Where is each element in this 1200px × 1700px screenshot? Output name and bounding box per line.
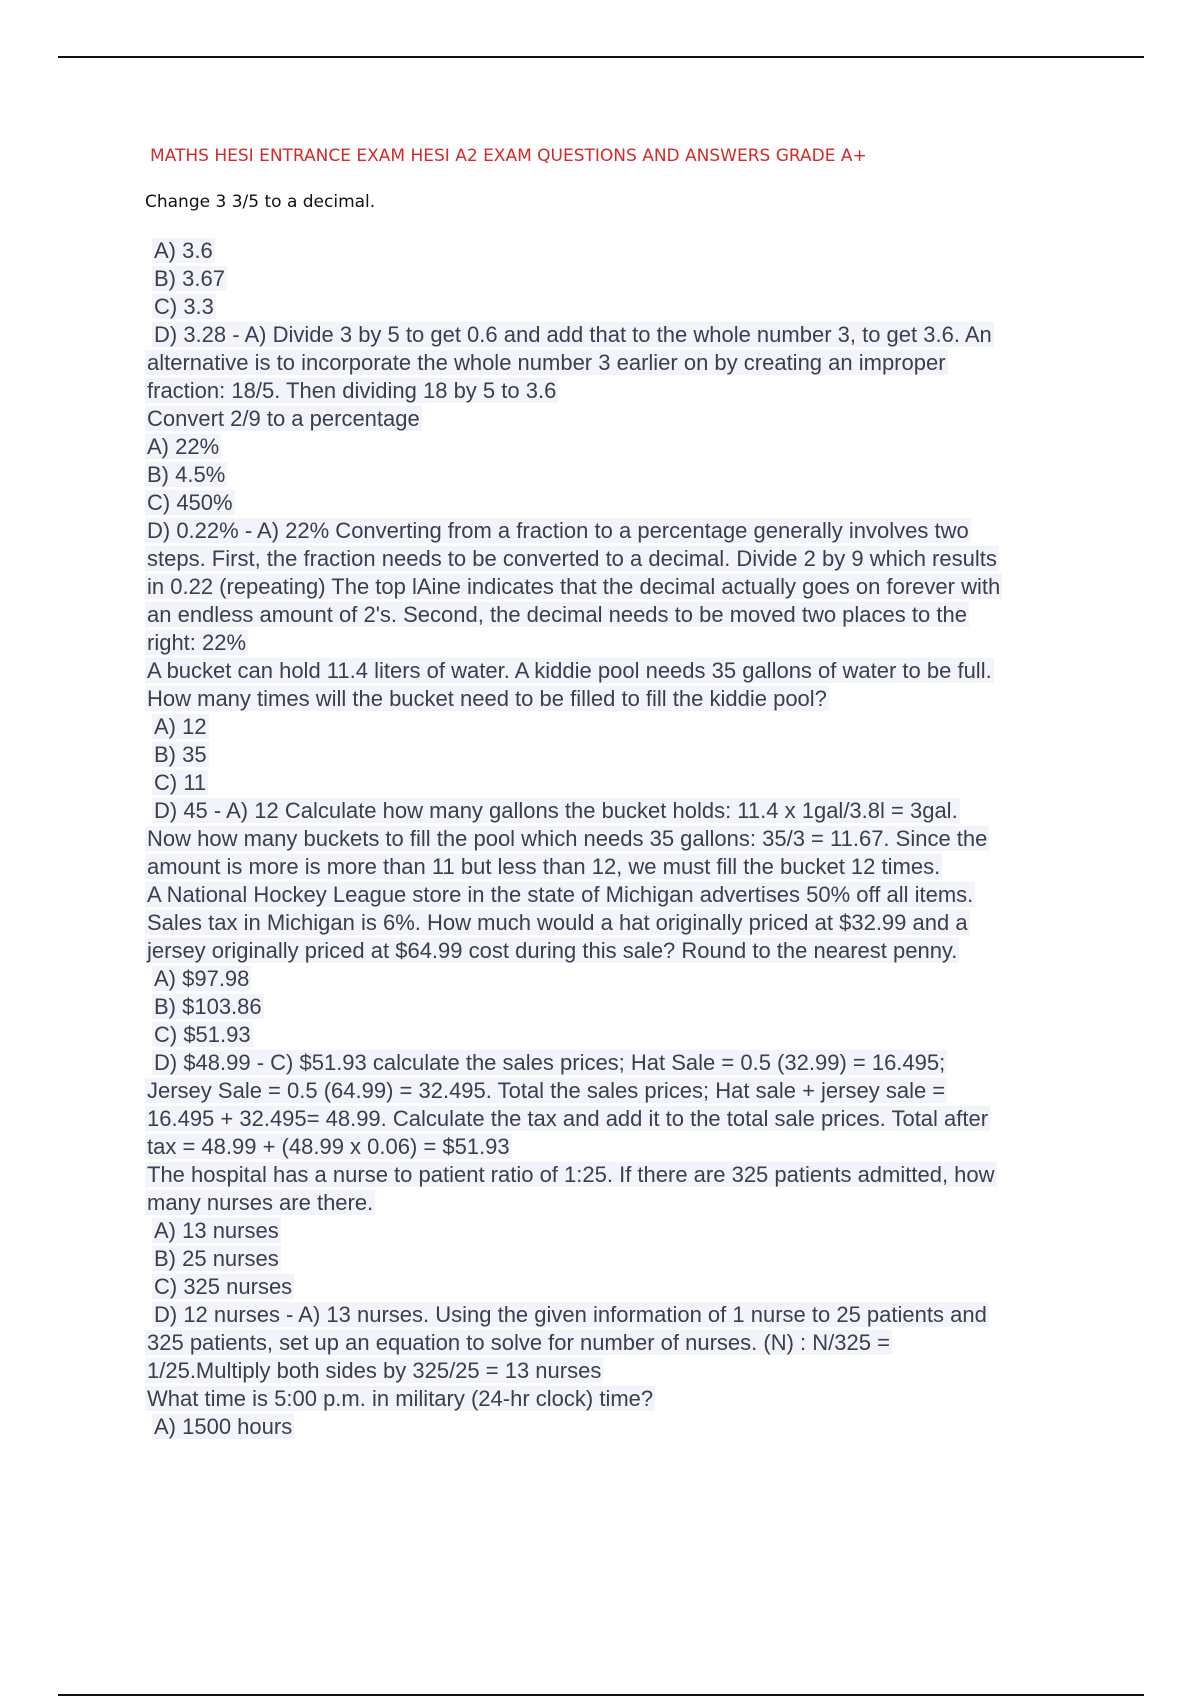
text-line [145, 965, 1090, 993]
text-line [145, 993, 1090, 1021]
text-line-content: many nurses are there. [147, 1190, 374, 1215]
text-line [145, 1413, 1090, 1441]
qa-text-block [145, 237, 1090, 1441]
text-line-content: B) 3.67 [154, 266, 225, 291]
text-line-content: an endless amount of 2's. Second, the decimal needs to be moved two places to the [147, 602, 967, 627]
text-line-content: D) 12 nurses - A) 13 nurses. Using the given information of 1 nurse to 25 patients and [154, 1302, 987, 1327]
text-line-content: D) 3.28 - A) Divide 3 by 5 to get 0.6 and add that to the whole number 3, to get 3.6. An [154, 322, 992, 347]
text-line-content: A) 22% [147, 434, 220, 459]
text-line-content: D) 0.22% - A) 22% Converting from a fraction to a percentage generally involves two [147, 518, 969, 543]
text-line-content: C) 11 [154, 770, 207, 795]
text-line [145, 293, 1090, 321]
text-line [145, 265, 1090, 293]
bottom-divider [58, 1694, 1144, 1696]
text-line-content: A National Hockey League store in the state of Michigan advertises 50% off all items. [147, 882, 974, 907]
text-line [145, 909, 1090, 937]
text-line-content: C) 3.3 [154, 294, 214, 319]
text-line [145, 881, 1090, 909]
text-line-content: amount is more is more than 11 but less than 12, we must fill the bucket 12 times. [147, 854, 941, 879]
text-line-content: D) $48.99 - C) $51.93 calculate the sales prices; Hat Sale = 0.5 (32.99) = 16.495; [154, 1050, 946, 1075]
text-line-content: A) 13 nurses [154, 1218, 279, 1243]
document-title: MATHS HESI ENTRANCE EXAM HESI A2 EXAM QUESTIONS AND ANSWERS GRADE A+ [150, 146, 867, 166]
text-line-content: A) 3.6 [154, 238, 213, 263]
text-line [145, 377, 1090, 405]
text-line-content: A) $97.98 [154, 966, 250, 991]
intro-question: Change 3 3/5 to a decimal. [145, 192, 376, 212]
text-line-content: Convert 2/9 to a percentage [147, 406, 420, 431]
text-line [145, 769, 1090, 797]
text-line-content: How many times will the bucket need to be filled to fill the kiddie pool? [147, 686, 827, 711]
text-line [145, 601, 1090, 629]
text-line [145, 237, 1090, 265]
text-line-content: B) 4.5% [147, 462, 226, 487]
text-line [145, 461, 1090, 489]
text-line [145, 685, 1090, 713]
top-divider [58, 56, 1144, 58]
text-line [145, 853, 1090, 881]
text-line [145, 797, 1090, 825]
text-line [145, 1301, 1090, 1329]
text-line-content: A bucket can hold 11.4 liters of water. A kiddie pool needs 35 gallons of water to be full. [147, 658, 992, 683]
text-line-content: fraction: 18/5. Then dividing 18 by 5 to 3.6 [147, 378, 557, 403]
text-line [145, 1245, 1090, 1273]
text-line [145, 937, 1090, 965]
text-line-content: A) 12 [154, 714, 207, 739]
text-line-content: 1/25.Multiply both sides by 325/25 = 13 nurses [147, 1358, 602, 1383]
text-line-content: The hospital has a nurse to patient ratio of 1:25. If there are 325 patients admitted, how [147, 1162, 995, 1187]
text-line-content: C) $51.93 [154, 1022, 251, 1047]
text-line-content: alternative is to incorporate the whole number 3 earlier on by creating an improper [147, 350, 946, 375]
text-line-content: B) $103.86 [154, 994, 262, 1019]
text-line-content: What time is 5:00 p.m. in military (24-hr clock) time? [147, 1386, 654, 1411]
text-line [145, 657, 1090, 685]
text-line-content: jersey originally priced at $64.99 cost during this sale? Round to the nearest penny. [147, 938, 958, 963]
text-line [145, 517, 1090, 545]
text-line-content: B) 35 [154, 742, 207, 767]
text-line-content: C) 325 nurses [154, 1274, 293, 1299]
text-line [145, 629, 1090, 657]
text-line-content: B) 25 nurses [154, 1246, 279, 1271]
text-line [145, 1105, 1090, 1133]
text-line-content: in 0.22 (repeating) The top lAine indicates that the decimal actually goes on forever with [147, 574, 1001, 599]
text-line-content: right: 22% [147, 630, 247, 655]
text-line [145, 1357, 1090, 1385]
text-line-content: A) 1500 hours [154, 1414, 293, 1439]
text-line [145, 405, 1090, 433]
text-line [145, 489, 1090, 517]
text-line [145, 1021, 1090, 1049]
text-line-content: Jersey Sale = 0.5 (64.99) = 32.495. Total the sales prices; Hat sale + jersey sale = [147, 1078, 946, 1103]
text-line [145, 1133, 1090, 1161]
text-line-content: C) 450% [147, 490, 233, 515]
text-line [145, 825, 1090, 853]
text-line [145, 545, 1090, 573]
text-line [145, 1329, 1090, 1357]
text-line [145, 1189, 1090, 1217]
text-line-content: 325 patients, set up an equation to solve for number of nurses. (N) : N/325 = [147, 1330, 890, 1355]
text-line-content: tax = 48.99 + (48.99 x 0.06) = $51.93 [147, 1134, 510, 1159]
text-line [145, 713, 1090, 741]
text-line-content: D) 45 - A) 12 Calculate how many gallons the bucket holds: 11.4 x 1gal/3.8l = 3gal. [154, 798, 958, 823]
text-line-content: Sales tax in Michigan is 6%. How much would a hat originally priced at $32.99 and a [147, 910, 968, 935]
text-line [145, 1217, 1090, 1245]
text-line [145, 1161, 1090, 1189]
text-line [145, 573, 1090, 601]
text-line [145, 1385, 1090, 1413]
text-line [145, 433, 1090, 461]
text-line-content: steps. First, the fraction needs to be converted to a decimal. Divide 2 by 9 which results [147, 546, 997, 571]
text-line [145, 1273, 1090, 1301]
text-line [145, 1077, 1090, 1105]
text-line [145, 1049, 1090, 1077]
text-line [145, 741, 1090, 769]
text-line-content: 16.495 + 32.495= 48.99. Calculate the tax and add it to the total sale prices. Total after [147, 1106, 989, 1131]
text-line [145, 321, 1090, 349]
text-line [145, 349, 1090, 377]
text-line-content: Now how many buckets to fill the pool which needs 35 gallons: 35/3 = 11.67. Since the [147, 826, 988, 851]
